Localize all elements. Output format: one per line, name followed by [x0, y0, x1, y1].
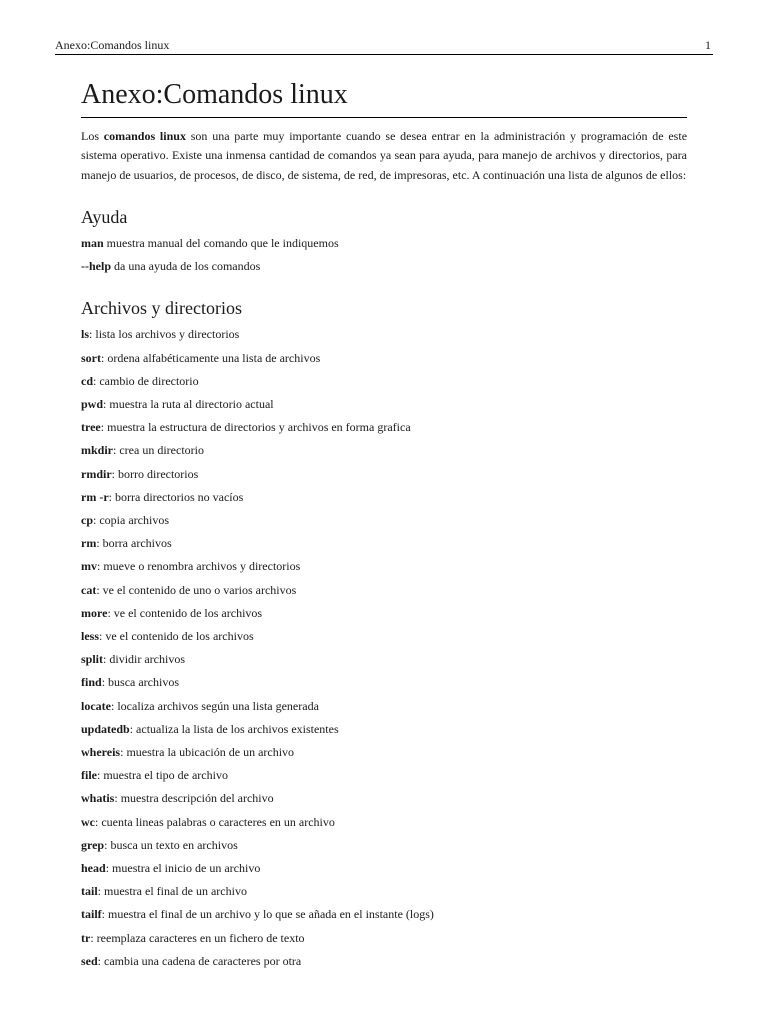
command-description: copia archivos [99, 512, 169, 527]
command-name: find [81, 675, 102, 690]
command-description: muestra el final de un archivo [104, 884, 247, 899]
command-entry [81, 927, 687, 950]
command-entry [81, 671, 687, 694]
command-description: cambia una cadena de caracteres por otra [104, 953, 302, 968]
command-description: muestra el inicio de un archivo [112, 860, 261, 875]
command-entry [81, 718, 687, 741]
command-entry [81, 764, 687, 787]
command-entry [81, 787, 687, 810]
command-description: localiza archivos según una lista generada [117, 698, 319, 713]
command-name: grep [81, 837, 105, 852]
command-separator: : [103, 396, 110, 411]
command-entry [81, 232, 687, 255]
command-separator: : [113, 443, 120, 458]
command-name: rm -r [81, 489, 109, 504]
command-separator: : [97, 559, 104, 574]
command-separator: : [107, 605, 114, 620]
command-description: reemplaza caracteres en un fichero de texto [96, 930, 305, 945]
command-description: mueve o renombra archivos y directorios [103, 559, 301, 574]
command-separator: : [96, 582, 103, 597]
command-entry [81, 741, 687, 764]
command-name: rm [81, 536, 97, 551]
command-description: muestra el final de un archivo y lo que se añada en el instante (logs) [108, 907, 434, 922]
command-description: da una ayuda de los comandos [114, 259, 261, 274]
command-name: man [81, 235, 104, 250]
command-separator: : [105, 860, 113, 875]
section-heading-archivos-y-directorios: Archivos y directorios [81, 298, 242, 319]
command-separator: : [93, 373, 100, 388]
command-name: pwd [81, 396, 104, 411]
command-separator: : [114, 791, 121, 806]
command-entry [81, 509, 687, 532]
command-description: borra archivos [102, 536, 172, 551]
command-name: less [81, 628, 99, 643]
command-name: sed [81, 953, 98, 968]
command-description: borro directorios [118, 466, 199, 481]
command-description: cuenta lineas palabras o caracteres en un archivo [101, 814, 335, 829]
section-archivos-y-directorios [81, 297, 687, 973]
command-entry [81, 695, 687, 718]
command-entry [81, 602, 687, 625]
command-separator: : [108, 489, 115, 504]
command-description: ve el contenido de los archivos [113, 605, 263, 620]
command-separator: : [103, 652, 110, 667]
intro-before: Los [81, 129, 104, 143]
command-name: --help [81, 259, 111, 274]
intro-bold-term: comandos linux [103, 129, 186, 143]
command-description: cambio de directorio [99, 373, 199, 388]
command-separator: : [95, 814, 102, 829]
command-name: rmdir [81, 466, 112, 481]
command-name: sort [81, 350, 101, 365]
intro-after: son una parte muy importante cuando se desea entrar en la administración y programación de este sistema operativo. Existe una inmensa cantidad de comandos ya sean para ayuda, para manejo de archivos y directorios, para manejo de usuarios, de procesos, de disco, de sistema, de red, de impresoras, etc. A continuación una lista de algunos de ellos: [81, 129, 688, 182]
command-entry [81, 486, 687, 509]
command-name: ls [81, 327, 90, 342]
command-name: tail [81, 884, 98, 899]
command-entry [81, 834, 687, 857]
command-separator: : [111, 466, 118, 481]
command-description: muestra la ruta al directorio actual [109, 396, 274, 411]
command-entry [81, 648, 687, 671]
command-name: mv [81, 559, 97, 574]
page-number: 1 [705, 38, 711, 52]
command-list-archivos [81, 323, 687, 973]
command-name: file [81, 768, 97, 783]
command-description: actualiza la lista de los archivos existentes [136, 721, 339, 736]
command-separator: : [120, 744, 127, 759]
command-entry [81, 579, 687, 602]
command-separator: : [101, 350, 108, 365]
article-body [81, 78, 687, 973]
command-description: busca un texto en archivos [110, 837, 238, 852]
command-name: whatis [81, 791, 115, 806]
command-name: locate [81, 698, 111, 713]
command-separator: : [89, 327, 96, 342]
command-separator: : [97, 884, 105, 899]
command-name: cd [81, 373, 93, 388]
command-entry [81, 625, 687, 648]
command-entry [81, 347, 687, 370]
command-name: tailf [81, 907, 102, 922]
command-separator: : [104, 837, 111, 852]
command-name: tree [81, 420, 101, 435]
intro-paragraph [81, 127, 687, 185]
command-entry [81, 532, 687, 555]
command-separator: : [101, 675, 109, 690]
section-heading-ayuda: Ayuda [81, 206, 128, 227]
command-description: ordena alfabéticamente una lista de archivos [107, 350, 321, 365]
command-entry [81, 880, 687, 903]
command-entry [81, 323, 687, 346]
command-description: lista los archivos y directorios [95, 327, 240, 342]
command-separator: : [100, 420, 108, 435]
command-entry [81, 857, 687, 880]
running-header [55, 38, 713, 55]
command-name: more [81, 605, 108, 620]
command-separator: : [129, 721, 137, 736]
command-entry [81, 463, 687, 486]
command-entry [81, 555, 687, 578]
command-name: whereis [81, 744, 121, 759]
command-description: muestra manual del comando que le indiquemos [106, 235, 339, 250]
command-name: cp [81, 512, 93, 527]
command-description: muestra la estructura de directorios y archivos en forma grafica [107, 420, 411, 435]
command-entry [81, 370, 687, 393]
command-separator: : [93, 512, 100, 527]
section-ayuda [81, 206, 687, 278]
command-description: ve el contenido de los archivos [105, 628, 254, 643]
command-separator: : [99, 628, 106, 643]
command-name: wc [81, 814, 95, 829]
command-separator: : [97, 768, 104, 783]
command-name: updatedb [81, 721, 130, 736]
command-entry [81, 903, 687, 926]
command-entry [81, 811, 687, 834]
command-separator: : [97, 953, 105, 968]
page-title: Anexo:Comandos linux [81, 78, 687, 118]
command-description: borra directorios no vacíos [115, 489, 244, 504]
command-description: busca archivos [108, 675, 180, 690]
command-entry [81, 416, 687, 439]
running-title: Anexo:Comandos linux [55, 38, 170, 52]
command-entry [81, 255, 687, 278]
command-name: cat [81, 582, 97, 597]
command-name: head [81, 860, 106, 875]
command-description: crea un directorio [119, 443, 204, 458]
command-separator: : [96, 536, 103, 551]
command-entry [81, 439, 687, 462]
command-name: split [81, 652, 104, 667]
command-name: tr [81, 930, 91, 945]
command-entry [81, 950, 687, 973]
command-name: mkdir [81, 443, 114, 458]
command-list-ayuda [81, 232, 687, 278]
command-description: muestra el tipo de archivo [103, 768, 228, 783]
command-description: muestra la ubicación de un archivo [126, 744, 295, 759]
command-description: ve el contenido de uno o varios archivos [102, 582, 297, 597]
command-separator: : [110, 698, 118, 713]
command-separator: : [90, 930, 97, 945]
command-description: muestra descripción del archivo [120, 791, 274, 806]
command-entry [81, 393, 687, 416]
command-description: dividir archivos [109, 652, 186, 667]
command-separator: : [101, 907, 109, 922]
